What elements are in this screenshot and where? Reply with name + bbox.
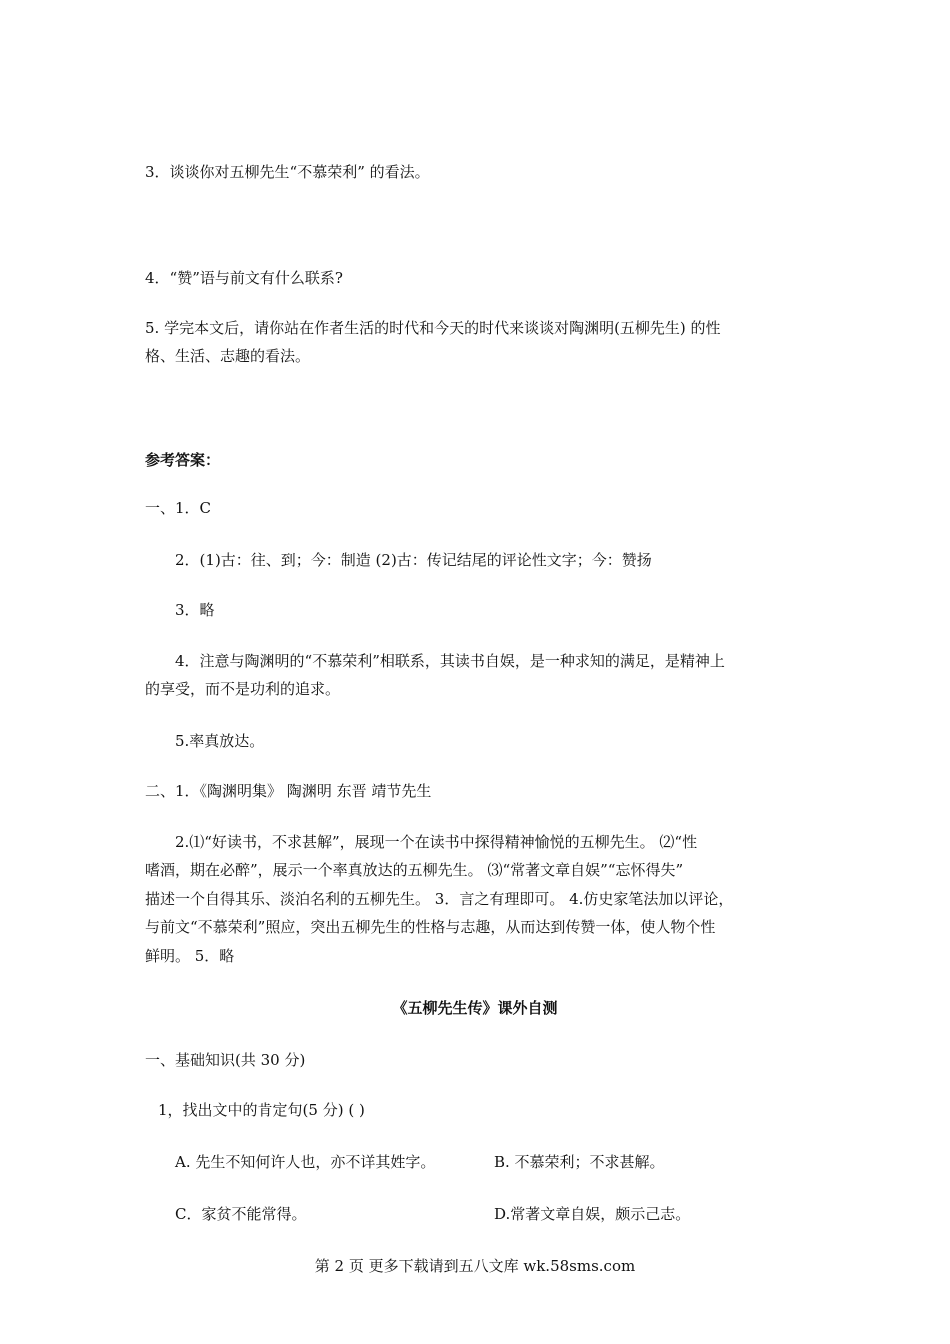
answer-1-2: 2．(1)古：往、到；今：制造 (2)古：传记结尾的评论性文字；今：赞扬 — [175, 551, 652, 569]
answer-2-2-line-5: 鲜明。 5．略 — [145, 947, 235, 965]
answers-heading: 参考答案： — [145, 451, 221, 469]
answer-1-4-line-2: 的享受，而不是功利的追求。 — [145, 680, 341, 698]
answer-2-2-line-2: 嗜酒，期在必醉”，展示一个率真放达的五柳先生。 ⑶“常著文章自娱”“忘怀得失” — [145, 861, 684, 879]
test-question-1: 1，找出文中的肯定句(5 分) ( ) — [158, 1101, 365, 1119]
question-3: 3．谈谈你对五柳先生“不慕荣利” 的看法。 — [145, 163, 430, 181]
answer-1-5: 5.率真放达。 — [175, 732, 265, 750]
option-d: D.常著文章自娱，颇示己志。 — [494, 1205, 691, 1223]
answer-2-2-line-1: 2.⑴“好读书，不求甚解”，展现一个在读书中探得精神愉悦的五柳先生。 ⑵“性 — [175, 833, 698, 851]
question-4: 4．“赞”语与前文有什么联系? — [145, 269, 343, 287]
test-section-1: 一、基础知识(共 30 分) — [145, 1051, 306, 1069]
option-b: B. 不慕荣利；不求甚解。 — [494, 1153, 665, 1171]
option-c: C．家贫不能常得。 — [175, 1205, 307, 1223]
answer-1-1: 一、1．C — [145, 499, 212, 517]
question-5-line-2: 格、生活、志趣的看法。 — [145, 347, 311, 365]
question-5-line-1: 5. 学完本文后，请你站在作者生活的时代和今天的时代来谈谈对陶渊明(五柳先生) 的性 — [145, 319, 721, 337]
answer-2-1: 二、1．《陶渊明集》 陶渊明 东晋 靖节先生 — [145, 782, 432, 800]
page-footer: 第 2 页 更多下载请到五八文库 wk.58sms.com — [314, 1257, 636, 1275]
test-title: 《五柳先生传》课外自测 — [392, 999, 558, 1017]
answer-2-2-line-4: 与前文“不慕荣利”照应，突出五柳先生的性格与志趣，从而达到传赞一体，使人物个性 — [145, 918, 716, 936]
option-a: A. 先生不知何许人也，亦不详其姓字。 — [175, 1153, 436, 1171]
answer-2-2-line-3: 描述一个自得其乐、淡泊名利的五柳先生。 3．言之有理即可。 4.仿史家笔法加以评论， — [145, 890, 734, 908]
answer-1-3: 3．略 — [175, 601, 215, 619]
answer-1-4-line-1: 4．注意与陶渊明的“不慕荣利”相联系，其读书自娱，是一种求知的满足，是精神上 — [175, 652, 725, 670]
